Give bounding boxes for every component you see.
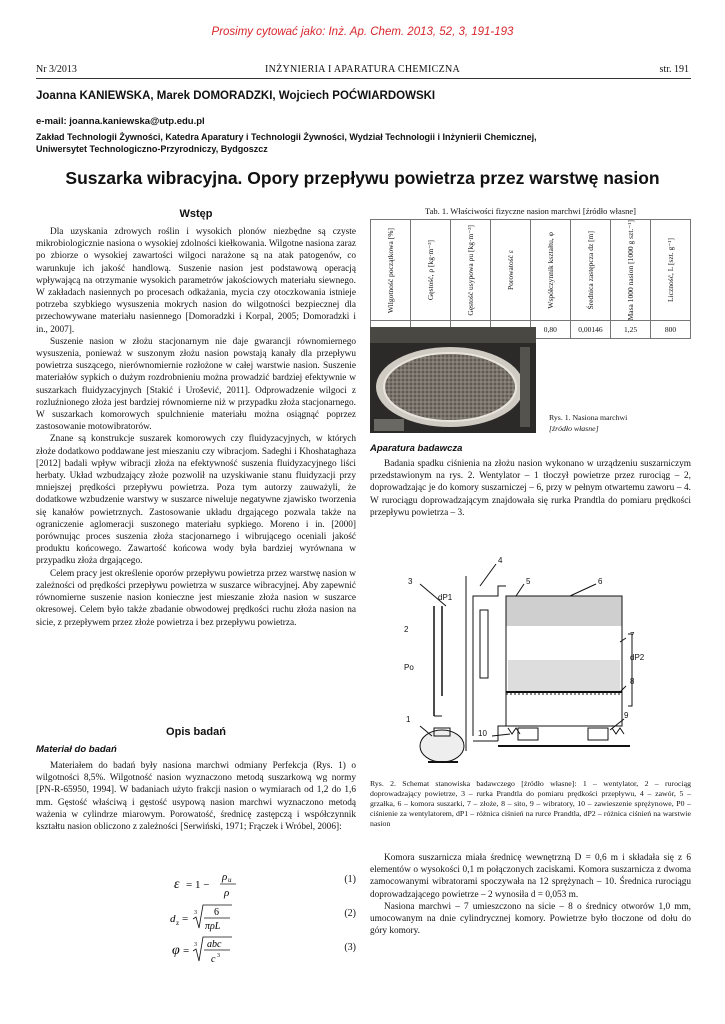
- authors: Joanna KANIEWSKA, Marek DOMORADZKI, Wojciech POĆWIARDOWSKI: [36, 90, 436, 102]
- carrot-seeds-photo: [370, 327, 536, 433]
- figure-2-caption: Rys. 2. Schemat stanowiska badawczego [źródło własne]: 1 – wentylator, 2 – rurociąg doprowadzający powietrze, 3 – rurka Prandtla do pomiaru prędkości przepływu, 4 – zawór, 5 – grzałka, 6 – komora suszarki, 7 – złoże, 8 – sito, 9 – wibratory, 10 – zawieszenie sprężynowe, P0 – ciśnienie za wentylatorem, dP1 – różnica ciśnień na rurce Prandtla, dP2 – różnica ciśnień na warstwie nasion: [370, 779, 691, 828]
- table-header-cell: Masa 1000 nasion [1000 g szt.⁻¹]: [611, 220, 651, 321]
- chamber-paragraph-1: Komora suszarnicza miała średnicę wewnętrzną D = 0,6 m i składała się z 6 elementów o wysokości 0,1 m połączonych zaciskami. Komora suszarnicza z dwoma zamocowanymi wibratorami spoczywała na 12 sprężynach – 10. Średnica rurociągu doprowadzającego powietrze – 2 wynosiła d = 0,053 m.: [370, 853, 691, 900]
- schematic-label: 1: [406, 715, 411, 724]
- page-number: str. 191: [659, 64, 689, 75]
- schematic-label: 9: [624, 711, 629, 720]
- issue-number: Nr 3/2013: [36, 64, 77, 75]
- svg-text:3: 3: [194, 910, 197, 916]
- properties-table: [370, 219, 691, 339]
- schematic-label: Po: [404, 663, 414, 672]
- schematic-label: 10: [478, 729, 487, 738]
- svg-text:ρ: ρ: [224, 887, 230, 899]
- intro-paragraph-3: Znane są konstrukcje suszarek komorowych czy fluidyzacyjnych, w których złoże dodatkowo poddawane jest mieszaniu czy wibracjom. Sadeghi i Khoshataghaza [2012] badali wpływ wibracji złoża na efektywność suszenia fluidyzacyjnego liści herbaty. Układ wzbudzający złoże pozwolił na uzyskiwanie stanu fluidyzacji przy mniejszej prędkości przepływu powietrza. Poza tym autorzy zauważyli, że dodatkowe wzbudzenie warstwy w suszarce niweluje negatywne zjawisko tworzenia się kanałów powietrznych. Zastosowanie układu drgającego pozwala także na ograniczenie aglomeracji suszonego materiału sypkiego. Moreno i in. [2000] porównując proces suszenia złoża stacjonarnego i wibrującego oceniali jakość produktu końcowego. Zawartość końcowa wody była bardziej wyrównana w przypadku złoża drgającego.: [36, 434, 356, 567]
- figure-1-caption-line-2: [źródło własne]: [549, 424, 599, 433]
- table-header-cell: Gęstość, ρ [kg·m⁻³]: [410, 220, 450, 321]
- equation-2-formula: [166, 900, 366, 934]
- table-header-cell: Wilgotność początkowa [%]: [371, 220, 411, 321]
- schematic-label: 6: [598, 577, 603, 586]
- table-cell: 0,00146: [570, 321, 610, 339]
- svg-text:abc: abc: [207, 939, 222, 950]
- affiliation-line-2: Uniwersytet Technologiczno-Przyrodniczy, Bydgoszcz: [36, 144, 268, 154]
- table-cell: 800: [651, 321, 691, 339]
- svg-text:z: z: [176, 919, 180, 927]
- journal-name: INŻYNIERIA I APARATURA CHEMICZNA: [264, 64, 461, 75]
- svg-text:φ: φ: [172, 943, 180, 958]
- svg-text:ε: ε: [174, 877, 180, 892]
- intro-text: [36, 226, 356, 629]
- figure-1-caption-line-1: Rys. 1. Nasiona marchwi: [549, 413, 628, 422]
- svg-text:3: 3: [194, 942, 197, 948]
- intro-paragraph-1: Dla uzyskania zdrowych roślin i wysokich plonów niezbędne są czyste mikrobiologicznie nasiona o wysokiej zdolności kiełkowania. Wilgotne nasiona zaraz po zbiorze o wysokiej zawartości wilgoci narażone są na atak patogenów, co warunkuje ich jakość handlową. Suszenie nasion jest podstawową operacją wpływającą na otrzymanie wysokich parametrów jakościowych materiału siewnego. W zakładach nasiennych po procesach odkażania, mycia czy otoczkowania istnieje potrzeba szybkiego wysuszenia mokrych nasion do wilgotności bezpiecznej dla przechowywane materiału nasiennego [Domoradzki i Korpal, 2005; Domoradzki i in., 2007].: [36, 227, 356, 335]
- table-header-cell: Porowatość ε: [490, 220, 530, 321]
- table-cell: 1,25: [611, 321, 651, 339]
- affiliation-line-1: Zakład Technologii Żywności, Katedra Aparatury i Technologii Żywności, Wydział Technologii i Inżynierii Chemicznej,: [36, 132, 537, 142]
- schematic-label: 7: [630, 631, 635, 640]
- svg-text:= 1 −: = 1 −: [186, 879, 210, 891]
- section-heading-intro: Wstęp: [179, 208, 213, 220]
- fan: [420, 730, 464, 762]
- material-paragraph: Materiałem do badań były nasiona marchwi odmiany Perfekcja (Rys. 1) o wilgotności 8,5%. Wilgotność nasion wyznaczono metodą suszarkową wg normy [PN-R-65950, 1994]. W badaniach użyto frakcji nasion o wymiarach od 1,2 do 1,6 mm. Gęstość właściwą i gęstość usypową nasion marchwi wyznaczono metodą ważenia w cylindrze miarowym. Porowatość, średnicę zastępczą i współczynnik kształtu nasion obliczono z zależności [Serwiński, 1971; Frączek i Wróbel, 2006]:: [36, 761, 356, 833]
- svg-text:=: =: [182, 913, 189, 925]
- schematic-label: 8: [630, 677, 635, 686]
- equation-3-formula: [166, 932, 366, 968]
- svg-text:6: 6: [214, 907, 219, 918]
- svg-text:3: 3: [217, 953, 220, 959]
- table-header-cell: Gęstość usypowa ρu [kg·m⁻³]: [450, 220, 490, 321]
- subsection-heading-material: Materiał do badań: [36, 744, 117, 755]
- apparatus-paragraph: Badania spadku ciśnienia na złożu nasion wykonano w urządzeniu suszarniczym przedstawionym na rys. 2. Wentylator – 1 tłoczył powietrze przez rurociąg – 2, doprowadzając je do komory suszarniczej – 6, przy w pełnym otwartemu zaworu – 4. W rurociągu doprowadzającym znajdowała się rurka Prandtla do pomiaru prędkości przepływu powietrza – 3.: [370, 459, 691, 518]
- intro-paragraph-2: Suszenie nasion w złożu stacjonarnym nie daje gwarancji równomiernego wysuszenia, ponieważ w suszonym złożu nasion powstają kanały dla przepływu powietrza suszącego, nierównomiernie rozłożone w całej warstwie nasion. Suszenie materiałów sypkich o dużym rozdrobnieniu można prowadzić bardziej efektywnie w suszarkach fluidyzacyjnych [Stakić i Urošević, 2011]. Odprowadzenie wilgoci z rozluźnionego złoża jest bardziej równomierne niż w przypadku złoża stacjonarnego. W suszarkach komorowych spulchnienie materiału można osiągnąć poprzez zastosowanie motowibratorów.: [36, 336, 356, 433]
- schematic-label: 3: [408, 577, 413, 586]
- equation-3-number: (3): [344, 942, 356, 953]
- svg-text:ρ: ρ: [222, 871, 228, 883]
- equation-1-number: (1): [344, 874, 356, 885]
- svg-text:c: c: [211, 954, 216, 965]
- author-email: e-mail: joanna.kaniewska@utp.edu.pl: [36, 116, 205, 127]
- paper-title: Suszarka wibracyjna. Opory przepływu powietrza przez warstwę nasion: [65, 168, 660, 188]
- section-heading-methods: Opis badań: [166, 726, 226, 738]
- subsection-heading-apparatus: Aparatura badawcza: [370, 443, 463, 454]
- schematic-label: dP1: [438, 593, 453, 602]
- seed-bed: [508, 660, 620, 692]
- schematic-label: 2: [404, 625, 409, 634]
- apparatus-text: [370, 458, 691, 519]
- intro-paragraph-4: Celem pracy jest określenie oporów przepływu powietrza przez warstwę nasion w zależności od prędkości przepływu powietrza w suszarce wibracyjnej. Aby zapewnić równomierne suszenie nasion konieczne jest mieszanie złoża nasion w suszarce okresowej. Celem było także zbadanie obwodowej prędkości ruchu złoża nasion na sicie, z przepływem przez złoże powietrza i bez przepływu powietrza.: [36, 568, 356, 628]
- chamber-paragraph-2: Nasiona marchwi – 7 umieszczono na sicie – 8 o średnicy otworów 1,0 mm, umocowanym na dnie cylindrycznej komory. Powietrze było tłoczone od dołu do góry komory.: [370, 901, 691, 937]
- svg-text:πρL: πρL: [205, 921, 221, 932]
- chamber-text: [370, 852, 691, 937]
- svg-text:u: u: [228, 876, 232, 884]
- header-rule: [36, 78, 691, 79]
- table-header-row: [371, 220, 691, 321]
- svg-text:=: =: [183, 945, 190, 957]
- table-header-cell: Średnica zastępcza dz [m]: [570, 220, 610, 321]
- test-rig-schematic: [398, 556, 648, 772]
- equation-2-number: (2): [344, 908, 356, 919]
- table-header-cell: Współczynnik kształtu, φ: [530, 220, 570, 321]
- schematic-label: 4: [498, 556, 503, 565]
- schematic-label: 5: [526, 577, 531, 586]
- svg-text:d: d: [170, 913, 176, 925]
- schematic-label: dP2: [630, 653, 645, 662]
- table-header-cell: Liczność, L [szt. g⁻¹]: [651, 220, 691, 321]
- table-cell: 0,80: [530, 321, 570, 339]
- citation-note: Prosimy cytować jako: Inż. Ap. Chem. 2013, 52, 3, 191-193: [211, 26, 514, 38]
- table-1-caption: Tab. 1. Właściwości fizyczne nasion marchwi [źródło własne]: [425, 206, 636, 216]
- material-text: [36, 760, 356, 833]
- equation-1-formula: [166, 868, 366, 900]
